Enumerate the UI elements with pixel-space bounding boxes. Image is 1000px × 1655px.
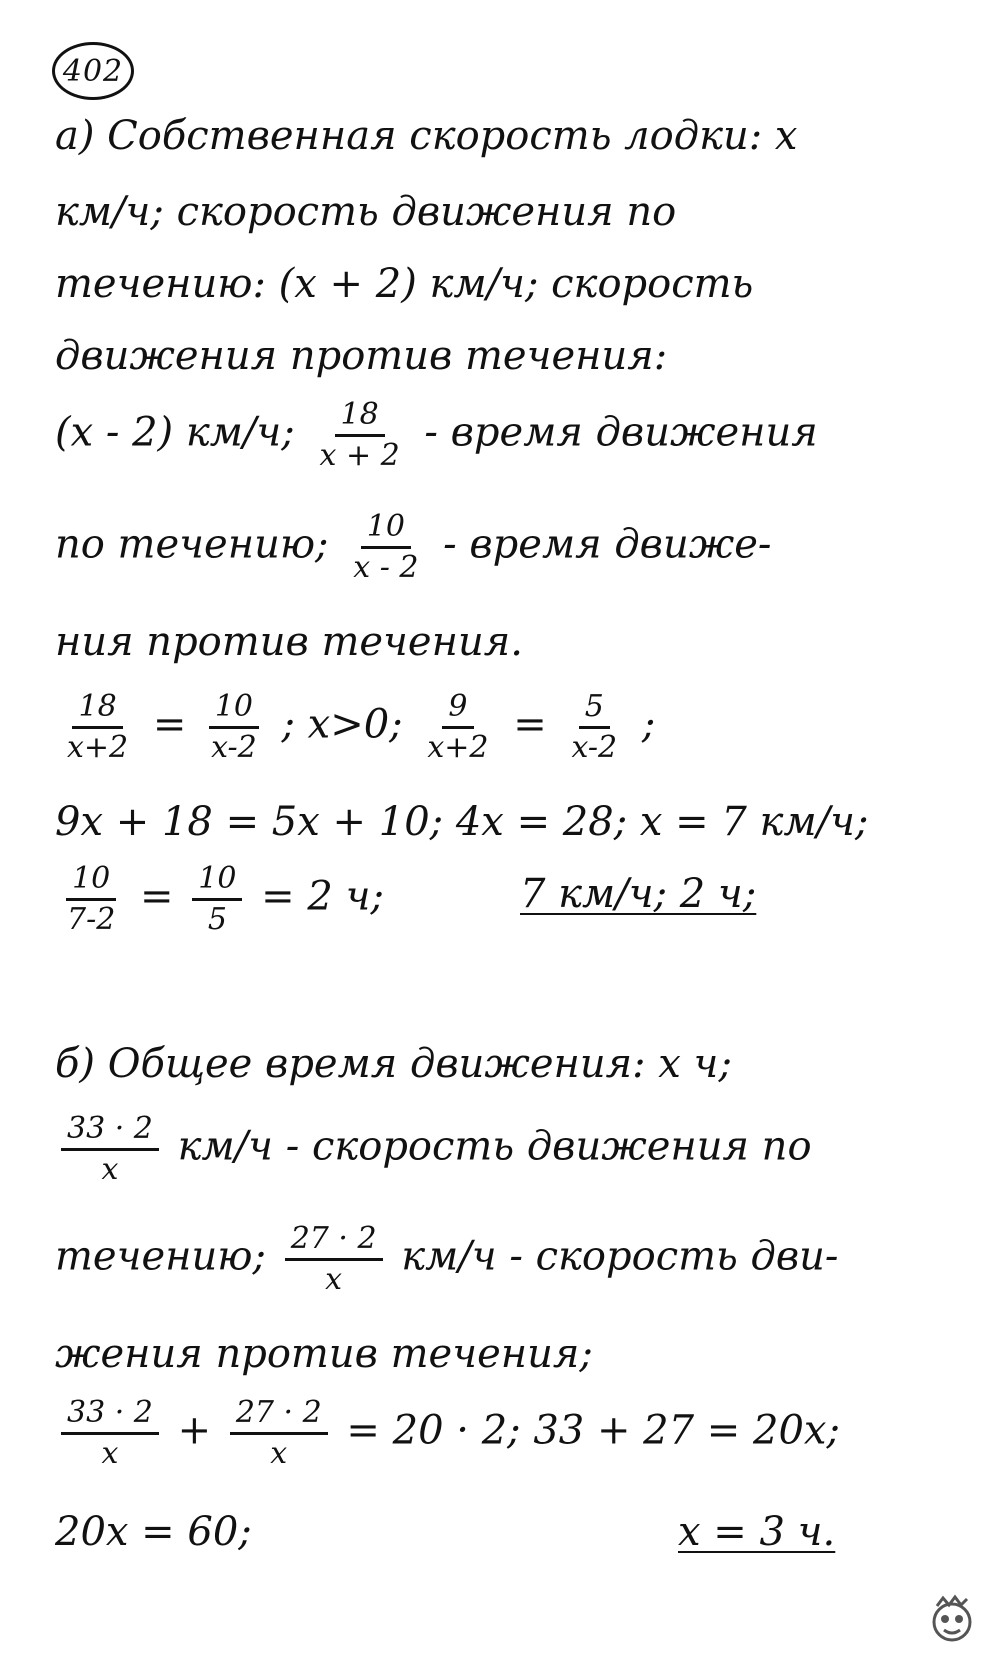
fraction bbox=[565, 690, 623, 765]
equation-tail: = 20 · 2; 33 + 27 = 20x; bbox=[346, 1407, 840, 1454]
fraction bbox=[421, 690, 494, 765]
fraction-denominator: x-2 bbox=[571, 730, 618, 765]
fraction bbox=[192, 862, 242, 937]
fraction-numerator: 10 bbox=[66, 862, 116, 901]
part-a-line-4: движения против течения: bbox=[55, 333, 668, 379]
problem-number: 402 bbox=[62, 53, 124, 89]
fraction-denominator: x + 2 bbox=[319, 438, 400, 473]
part-a-line-7: ния против течения. bbox=[55, 619, 523, 665]
fraction-numerator: 5 bbox=[579, 690, 610, 729]
speed-upstream-label: км/ч - скорость дви- bbox=[401, 1233, 839, 1280]
fraction-numerator: 18 bbox=[72, 690, 122, 729]
part-b-line-2 bbox=[55, 1112, 960, 1187]
part-b-equation-1 bbox=[55, 1396, 960, 1471]
fraction-time-upstream bbox=[347, 510, 424, 585]
part-a-line-6 bbox=[55, 510, 960, 585]
part-a-equation-2: 9x + 18 = 5x + 10; 4x = 28; x = 7 км/ч; bbox=[55, 799, 869, 845]
part-a-equation-1 bbox=[55, 690, 960, 765]
fraction-numerator: 10 bbox=[361, 510, 411, 549]
fraction-denominator: x+2 bbox=[427, 730, 489, 765]
fraction-numerator: 18 bbox=[335, 398, 385, 437]
time-upstream-label: - время движе- bbox=[443, 521, 772, 568]
problem-number-badge bbox=[52, 42, 134, 100]
fraction-numerator: 33 · 2 bbox=[61, 1396, 159, 1435]
speed-downstream-label: км/ч - скорость движения по bbox=[177, 1123, 812, 1170]
fraction bbox=[61, 690, 134, 765]
speed-against-current: (x - 2) км/ч; bbox=[55, 409, 295, 456]
fraction-denominator: x bbox=[325, 1262, 343, 1297]
domain-condition: ; x>0; bbox=[281, 701, 403, 748]
fraction-numerator: 10 bbox=[209, 690, 259, 729]
downstream-label: течению; bbox=[55, 1233, 266, 1280]
fraction-denominator: 5 bbox=[207, 902, 227, 937]
fraction-denominator: x bbox=[101, 1436, 119, 1471]
downstream-label: по течению; bbox=[55, 521, 329, 568]
part-b-line-4: жения против течения; bbox=[55, 1331, 593, 1377]
equals-sign: = bbox=[152, 701, 187, 748]
part-a-answer: 7 км/ч; 2 ч; bbox=[520, 871, 757, 917]
fraction-speed-upstream bbox=[285, 1222, 383, 1297]
fraction-numerator: 27 · 2 bbox=[230, 1396, 328, 1435]
time-downstream-label: - время движения bbox=[424, 409, 818, 456]
fraction-numerator: 33 · 2 bbox=[61, 1112, 159, 1151]
time-result: = 2 ч; bbox=[261, 873, 384, 920]
part-a-equation-3 bbox=[55, 862, 960, 937]
part-b-line-3 bbox=[55, 1222, 960, 1297]
fraction bbox=[205, 690, 263, 765]
fraction bbox=[61, 1396, 159, 1471]
fraction-denominator: x+2 bbox=[67, 730, 129, 765]
part-a-line-1: а) Собственная скорость лодки: x bbox=[55, 113, 798, 159]
fraction-denominator: x - 2 bbox=[353, 550, 419, 585]
fraction-numerator: 9 bbox=[442, 690, 473, 729]
part-a-line-3: течению: (x + 2) км/ч; скорость bbox=[55, 261, 754, 307]
fraction-denominator: x bbox=[270, 1436, 288, 1471]
fraction-numerator: 10 bbox=[192, 862, 242, 901]
fraction-denominator: x-2 bbox=[211, 730, 257, 765]
part-b-answer: x = 3 ч. bbox=[678, 1509, 836, 1555]
part-b-equation-2: 20x = 60; bbox=[55, 1509, 252, 1555]
fraction bbox=[230, 1396, 328, 1471]
semicolon: ; bbox=[641, 701, 656, 748]
fraction-numerator: 27 · 2 bbox=[285, 1222, 383, 1261]
plus-sign: + bbox=[177, 1407, 212, 1454]
equals-sign: = bbox=[513, 701, 547, 748]
part-a-line-2: км/ч; скорость движения по bbox=[55, 189, 677, 235]
fraction-denominator: x bbox=[101, 1152, 119, 1187]
mascot-logo-icon bbox=[925, 1592, 979, 1646]
fraction-time-downstream bbox=[313, 398, 405, 473]
fraction-denominator: 7-2 bbox=[67, 902, 116, 937]
part-b-line-1: б) Общее время движения: x ч; bbox=[55, 1041, 732, 1087]
fraction bbox=[61, 862, 121, 937]
fraction-speed-downstream bbox=[61, 1112, 159, 1187]
part-a-line-5 bbox=[55, 398, 960, 473]
equals-sign: = bbox=[140, 873, 174, 920]
